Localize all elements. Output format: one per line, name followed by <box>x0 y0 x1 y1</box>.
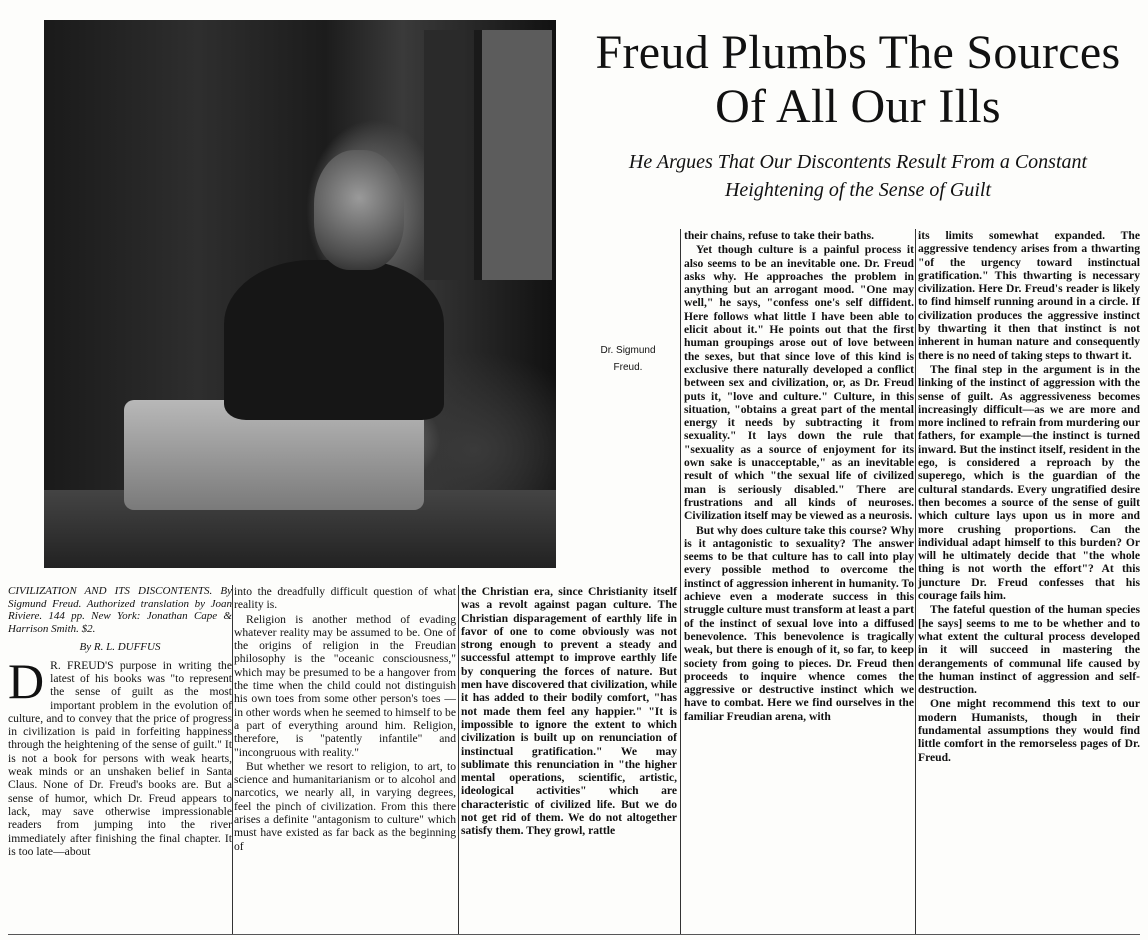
paragraph: Yet though culture is a painful process it also seems to be an inevitable one. Dr. Freud asks why. He approaches the problem in anything but an arrogant mood. "One may well," he says, "confess one's self diffident. Here follows what little I have been able to elicit about it." He points out that the first human groupings arose out of love between the sexes, but that since love of this kind is exclusive there naturally developed a conflict between sex and civilization, or, as Dr. Freud puts it, "love and culture." Culture, in this situation, "obtains a great part of the mental energy it needs by subtracting it from sexuality." It lays down the rule that "sexuality as a source of enjoyment for its own sake is unacceptable," as an inevitable result of which "the sexual life of civilized man is seriously disabled." There are frustrations and all kinds of neuroses. Civilization itself may be viewed as a neurosis. <box>684 243 914 523</box>
book-info <box>8 585 232 635</box>
article-column-1 <box>8 585 232 858</box>
freud-portrait <box>44 20 556 568</box>
headline-line-2: Of All Our Ills <box>715 80 1001 133</box>
subheadline-line-2: Heightening of the Sense of Guilt <box>724 179 992 201</box>
subheadline <box>576 148 1140 204</box>
article-column-5 <box>918 229 1140 764</box>
paragraph: But whether we resort to religion, to art, to science and humanitarianism or to alcohol and narcotics, we nearly all, in varying degrees, feel the pinch of civilization. From this there arises a definite "antagonism to culture" which must have existed as far back as the beginning of <box>234 759 456 853</box>
byline: By R. L. DUFFUS <box>79 641 161 654</box>
article-column-2 <box>234 585 456 853</box>
caption-line-1: Dr. Sigmund <box>600 345 656 356</box>
headline-line-1: Freud Plumbs The Sources <box>595 26 1121 79</box>
drop-cap: D <box>8 652 45 709</box>
caption-line-2: Freud. <box>613 362 643 373</box>
book-title: CIVILIZATION AND ITS DISCONTENTS. <box>8 585 213 597</box>
photo-caption <box>570 342 686 376</box>
headline <box>576 26 1140 134</box>
paragraph: into the dreadfully difficult question of what reality is. <box>234 585 456 612</box>
paragraph: Religion is another method of evading whatever reality may be assumed to be. One of the origins of religion in the Freudian philosophy is the "oceanic consciousness," which may be presumed to be a hangover from the time when the child could not distinguish his own toes from some other person's toes —in other words when he seemed to himself to be a part of everything around him. Religion, therefore, is "patently infantile" and "incongruous with reality." <box>234 612 456 759</box>
paragraph: the Christian era, since Christianity itself was a revolt against pagan culture. The Christian disparagement of earthly life in favor of one to come obviously was not strong enough to prevent a steady and successful attempt to improve earthly life by conquering the forces of nature. But men have discovered that civilization, while it has added to their bodily comfort, "has not made them feel any happier." "It is impossible to ignore the extent to which civilization is built up on renunciation of instinctual gratification." We may sublimate this renunciation in "the higher mental operations, scientific, artistic, ideological activities" which are characteristic of civilized life. But we do not get rid of them. We do not altogether satisfy them. They growl, rattle <box>461 585 677 838</box>
paragraph: its limits somewhat expanded. The aggressive tendency arises from a thwarting "of the urgency toward instinctual gratification." This thwarting is necessary civilization. Here Dr. Freud's reader is likely to find himself running around in a circle. If civilization produces the aggressive instinct by thwarting it then that instinct is not inherent in human nature and consequently there is no need of taking steps to thwart it. <box>918 229 1140 362</box>
paragraph: One might recommend this text to our modern Humanists, though in their fundamental assumptions they would find little comfort in the remorseless pages of Dr. Freud. <box>918 697 1140 764</box>
paragraph: The fateful question of the human species [he says] seems to me to be whether and to what extent the cultural process developed in it will succeed in mastering the derangements of communal life caused by the human instinct of aggression and self-destruction. <box>918 603 1140 697</box>
article-column-4 <box>684 229 914 723</box>
paragraph: D R. FREUD'S purpose in writing the latest of his books was "to represent the sense of guilt as the most important problem in the evolution of culture, and to convey that the price of progress in civilization is paid in forfeiting happiness through the heightening of the sense of guilt." It is not a book for persons with weak hearts, weak minds or an unshaken belief in Santa Claus. None of Dr. Freud's books are. But a sense of humor, which Dr. Freud appears to lack, may save otherwise impressionable readers from jumping into the river immediately after finishing the final chapter. It is too late—about <box>8 652 232 858</box>
article-column-3 <box>461 585 677 838</box>
subheadline-line-1: He Argues That Our Discontents Result From a Constant <box>628 151 1088 173</box>
paragraph: But why does culture take this course? Why is it antagonistic to sexuality? The answer seems to be that culture has to call into play every possible method to overcome the instinct of aggression inherent in humanity. To achieve even a moderate success in this struggle culture must transform at least a part of the instinct of sexual love into a diffused benevolence. This benevolence is tragically weak, but there is enough of it, so far, to keep society from going to pieces. Dr. Freud then proceeds to inquire whence comes the aggressive or destructive instinct which we have to combat. Here we find ourselves in the familiar Freudian arena, with <box>684 523 914 723</box>
book-details: By Sigmund Freud. Authorized translation by Joan Riviere. 144 pp. New York: Jonathan Cape & Harrison Smith. $2. <box>8 585 232 635</box>
paragraph: their chains, refuse to take their baths. <box>684 229 875 242</box>
paragraph: The final step in the argument is in the linking of the instinct of aggression with the sense of guilt. As aggressiveness becomes increasingly difficult—as we are more and more inclined to refrain from murdering our fathers, for example—the instinct is turned inward. But the instinct itself, resident in the ego, is considered a reproach by the superego, which is the guardian of the cultural standards. Every ungratified desire then becomes a source of the sense of guilt which culture lays upon us in more and more crushing proportions. Can the individual adapt himself to this burden? Or will he ultimately decide that "the whole thing is not worth the effort"? At this juncture Dr. Freud confesses that his courage fails him. <box>918 362 1140 603</box>
